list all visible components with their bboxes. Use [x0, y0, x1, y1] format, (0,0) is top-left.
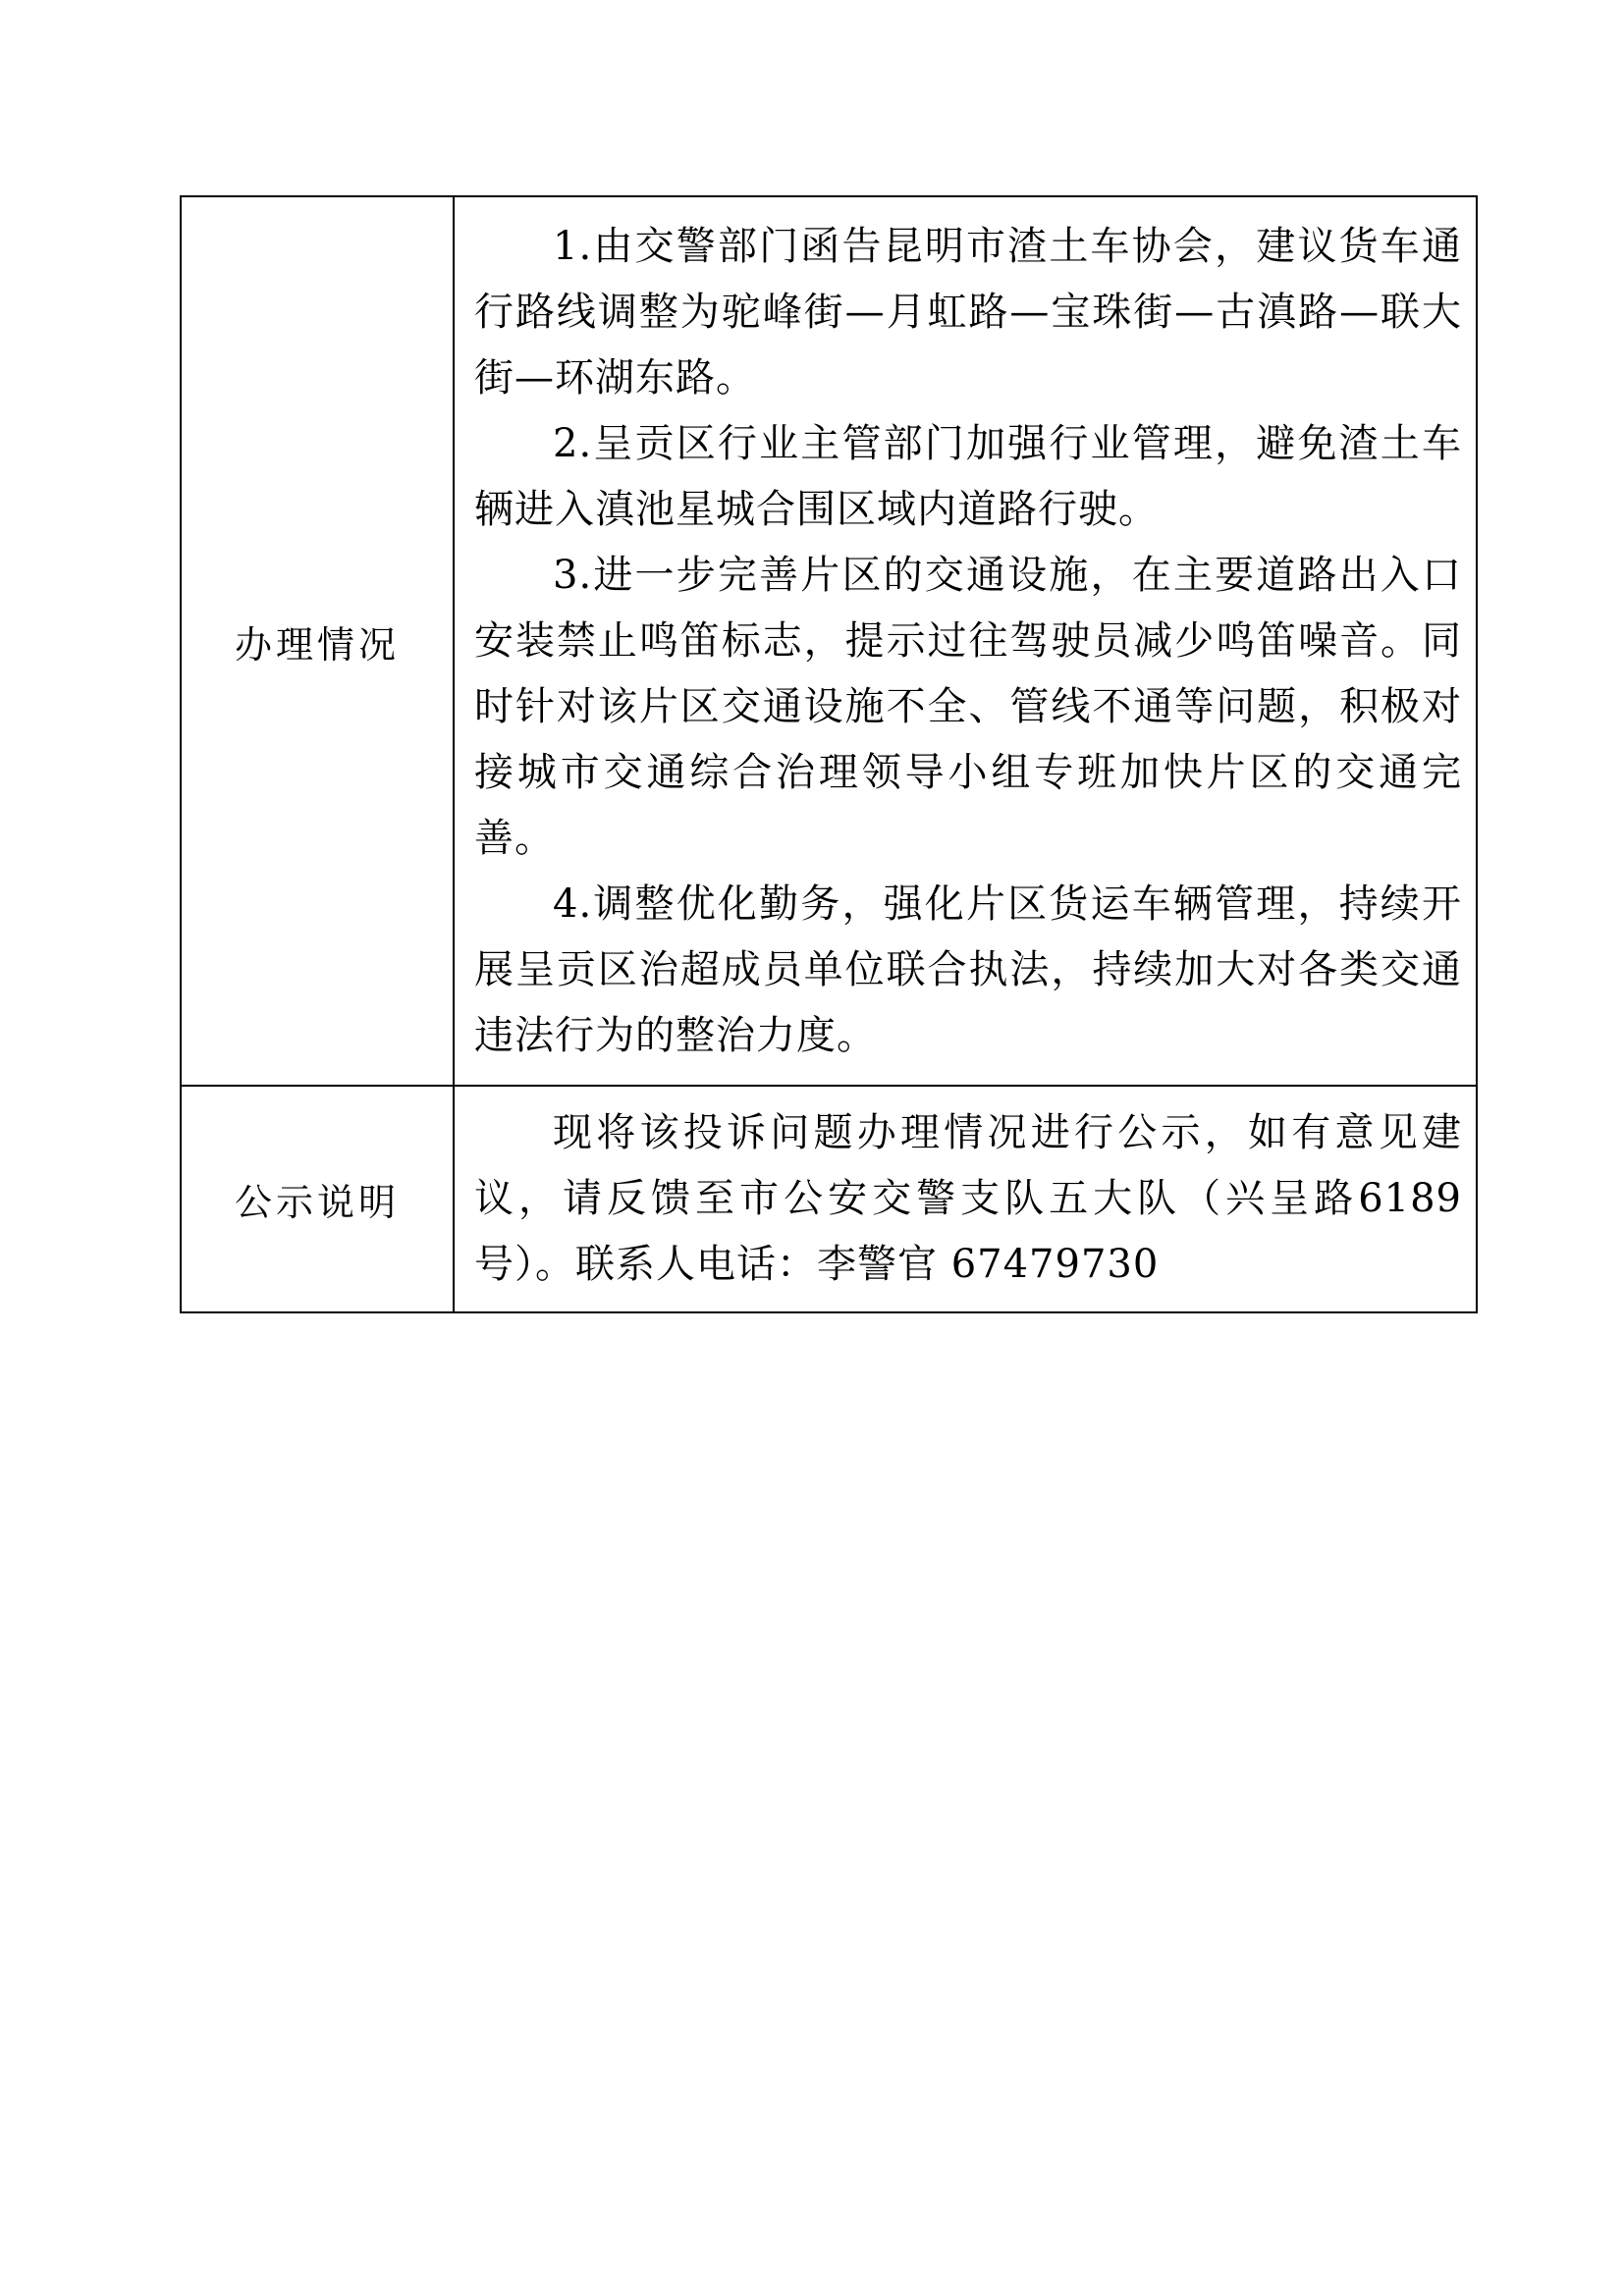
- notice-paragraph: 现将该投诉问题办理情况进行公示，如有意见建议，请反馈至市公安交警支队五大队（兴呈路6189号）。联系人电话：李警官 67479730: [474, 1110, 1462, 1287]
- handling-status-content: [454, 196, 1477, 1086]
- handling-paragraph-1: 1.由交警部门函告昆明市渣土车协会，建议货车通行路线调整为驼峰街—月虹路—宝珠街—古滇路—联大街—环湖东路。: [474, 223, 1462, 400]
- table-row-handling-status: [181, 196, 1477, 1086]
- handling-paragraph-3: 3.进一步完善片区的交通设施，在主要道路出入口安装禁止鸣笛标志，提示过往驾驶员减少鸣笛噪音。同时针对该片区交通设施不全、管线不通等问题，积极对接城市交通综合治理领导小组专班加快片区的交通完善。: [474, 552, 1462, 861]
- handling-status-label: 办理情况: [181, 196, 454, 1086]
- public-notice-content: [454, 1086, 1477, 1312]
- handling-paragraph-4: 4.调整优化勤务，强化片区货运车辆管理，持续开展呈贡区治超成员单位联合执法，持续加大对各类交通违法行为的整治力度。: [474, 881, 1462, 1058]
- handling-paragraph-2: 2.呈贡区行业主管部门加强行业管理，避免渣土车辆进入滇池星城合围区域内道路行驶。: [474, 420, 1462, 532]
- complaint-handling-table: [180, 195, 1478, 1313]
- public-notice-label: 公示说明: [181, 1086, 454, 1312]
- table-row-public-notice: [181, 1086, 1477, 1312]
